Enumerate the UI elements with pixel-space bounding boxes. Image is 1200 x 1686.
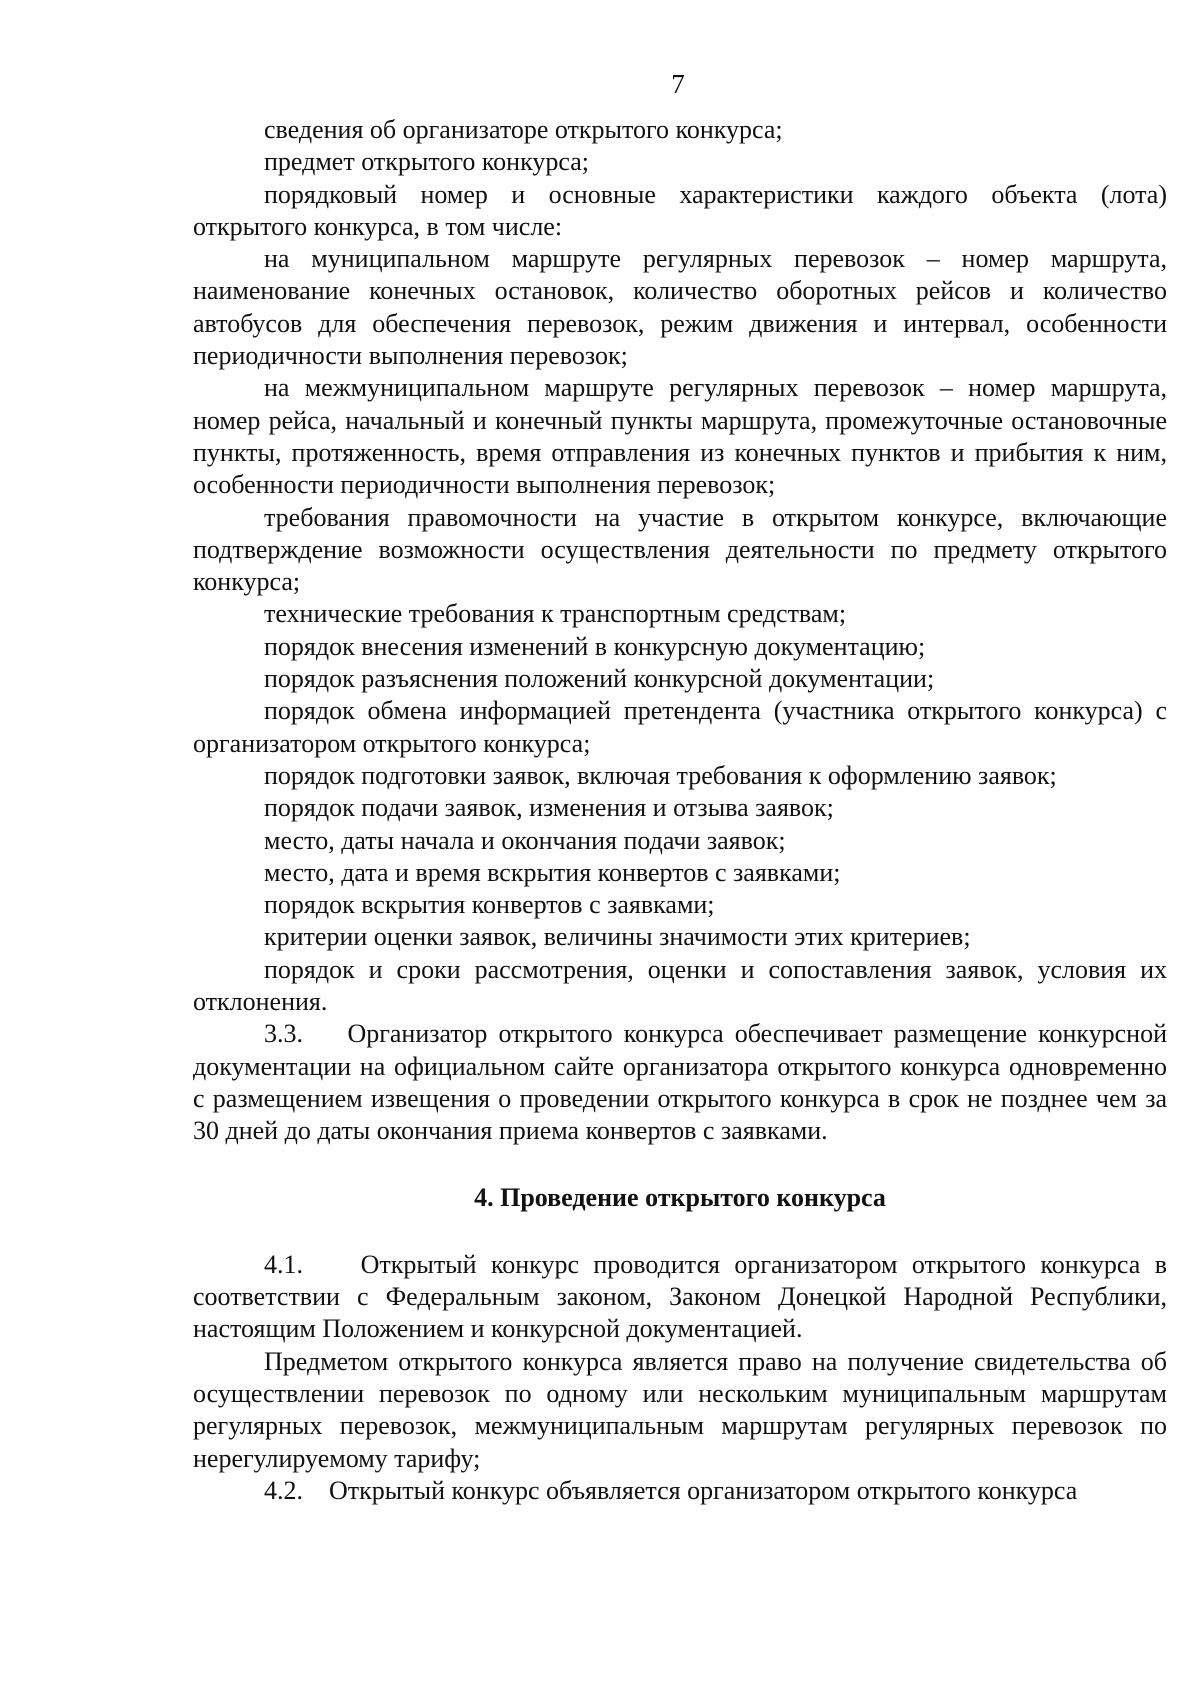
list-item: порядок и сроки рассмотрения, оценки и сопоставления заявок, условия их отклонения. (193, 954, 1167, 1017)
document-body (193, 114, 1167, 1507)
clause-number: 4.2. (264, 1475, 303, 1505)
clause-text: Открытый конкурс объявляется организатором открытого конкурса (329, 1475, 1078, 1505)
subject-paragraph: Предметом открытого конкурса является право на получение свидетельства об осуществлении перевозок по одному или нескольким муниципальным маршрутам регулярных перевозок, межмуниципальным маршрутам регулярных перевозок по нерегулируемому тарифу; (193, 1346, 1167, 1473)
clause-4-2 (193, 1475, 1167, 1507)
list-item: на межмуниципальном маршруте регулярных перевозок – номер маршрута, номер рейса, начальный и конечный пункты маршрута, промежуточные остановочные пункты, протяженность, время отправления из конечных пунктов и прибытия к ним, особенности периодичности выполнения перевозок; (193, 373, 1167, 500)
list-item: технические требования к транспортным средствам; (264, 599, 847, 629)
list-item: порядковый номер и основные характеристики каждого объекта (лота) открытого конкурса, в том числе: (193, 179, 1167, 241)
clause-text: Организатор открытого конкурса обеспечивает размещение конкурсной документации на официальном сайте организатора открытого конкурса одновременно с размещением извещения о проведении открытого конкурса в срок не позднее чем за 30 дней до даты окончания приема конвертов с заявками. (193, 1019, 1167, 1146)
list-item: на муниципальном маршруте регулярных перевозок – номер маршрута, наименование конечных остановок, количество оборотных рейсов и количество автобусов для обеспечения перевозок, режим движения и интервал, особенности периодичности выполнения перевозок; (193, 244, 1167, 371)
section-heading: 4. Проведение открытого конкурса (474, 1182, 886, 1212)
list-item: порядок разъяснения положений конкурсной документации; (264, 664, 935, 694)
list-item: место, дата и время вскрытия конвертов с заявками; (264, 857, 841, 887)
list-item: порядок внесения изменений в конкурсную документацию; (264, 631, 926, 661)
clause-number: 4.1. (264, 1249, 303, 1279)
clause-number: 3.3. (264, 1019, 303, 1049)
clause-text: Открытый конкурс проводится организатором открытого конкурса в соответствии с Федеральным законом, Законом Донецкой Народной Республики, настоящим Положением и конкурсной документацией. (193, 1249, 1167, 1344)
clause-4-1 (193, 1249, 1167, 1346)
list-item: сведения об организаторе открытого конкурса; (264, 115, 783, 144)
list-item: порядок вскрытия конвертов с заявками; (264, 890, 715, 920)
list-item: требования правомочности на участие в открытом конкурсе, включающие подтверждение возможности осуществления деятельности по предмету открытого конкурса; (193, 502, 1167, 597)
list-item: порядок подачи заявок, изменения и отзыва заявок; (264, 793, 834, 823)
list-item: предмет открытого конкурса; (264, 147, 589, 177)
page-number: 7 (671, 69, 685, 99)
list-item: критерии оценки заявок, величины значимости этих критериев; (264, 922, 971, 952)
list-item: порядок подготовки заявок, включая требования к оформлению заявок; (264, 760, 1057, 790)
list-item: место, даты начала и окончания подачи заявок; (264, 825, 786, 855)
clause-3-3 (193, 1018, 1167, 1147)
list-item: порядок обмена информацией претендента (участника открытого конкурса) с организатором открытого конкурса; (193, 696, 1167, 758)
